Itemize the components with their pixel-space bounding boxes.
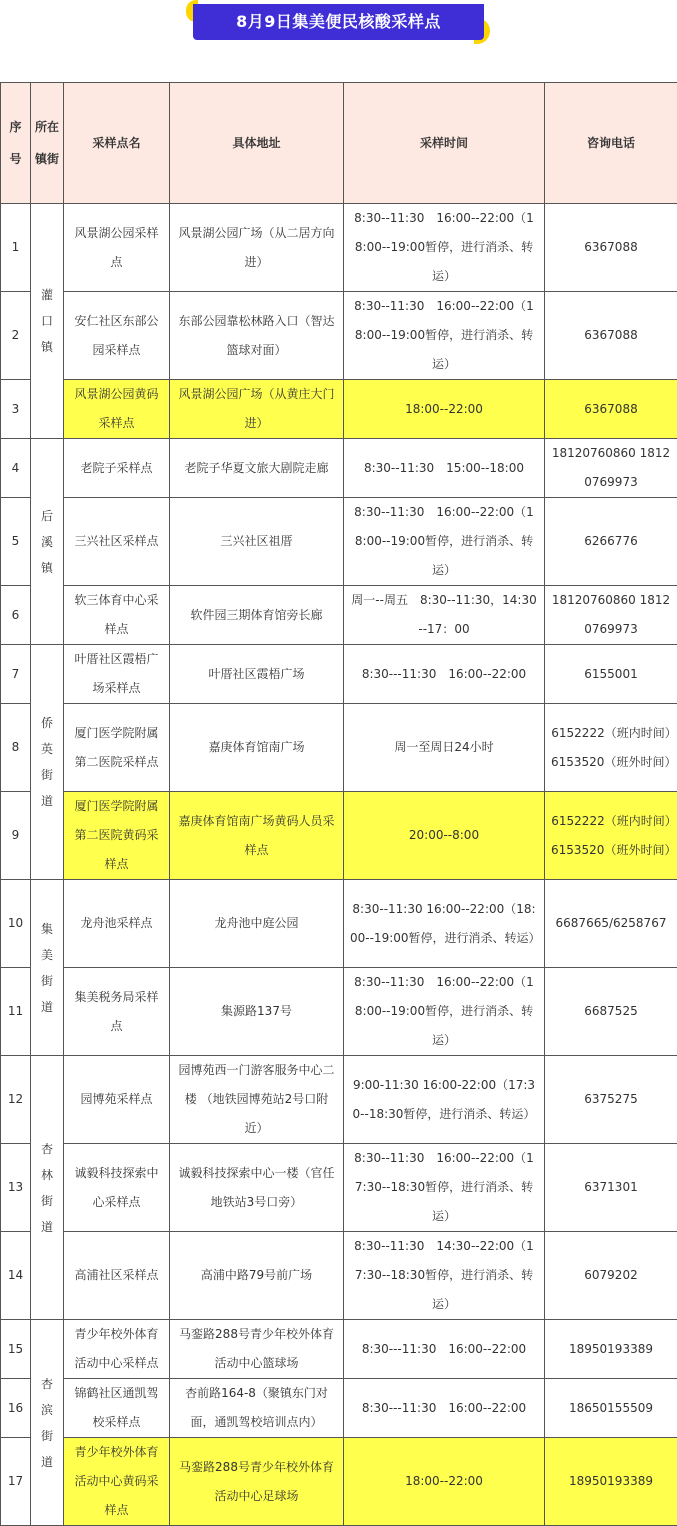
row-time: 周一至周日24小时 [344, 704, 545, 792]
row-seq: 11 [1, 968, 31, 1056]
row-time: 8:30--11:30 16:00--22:00（18:00--19:00暂停，进行消杀、转运） [344, 968, 545, 1056]
row-seq: 13 [1, 1144, 31, 1232]
row-site: 厦门医学院附属第二医院采样点 [64, 704, 170, 792]
row-site: 安仁社区东部公园采样点 [64, 292, 170, 380]
row-address: 老院子华夏文旅大剧院走廊 [170, 439, 344, 498]
table-row [1, 1144, 677, 1232]
row-phone: 18120760860 18120769973 [545, 439, 677, 498]
row-town: 集美街道 [31, 880, 64, 1056]
row-site: 青少年校外体育活动中心黄码采样点 [64, 1438, 170, 1526]
row-address: 集源路137号 [170, 968, 344, 1056]
row-site: 老院子采样点 [64, 439, 170, 498]
row-phone: 6155001 [545, 645, 677, 704]
row-town: 后溪镇 [31, 439, 64, 645]
row-seq: 8 [1, 704, 31, 792]
row-phone: 6371301 [545, 1144, 677, 1232]
row-site: 厦门医学院附属第二医院黄码采样点 [64, 792, 170, 880]
title-banner [0, 0, 677, 60]
row-seq: 15 [1, 1320, 31, 1379]
row-address: 嘉庚体育馆南广场黄码人员采样点 [170, 792, 344, 880]
row-site: 三兴社区采样点 [64, 498, 170, 586]
table-row [1, 586, 677, 645]
row-address: 诚毅科技探索中心一楼（官任地铁站3号口旁） [170, 1144, 344, 1232]
table-row [1, 1379, 677, 1438]
row-phone: 6152222（班内时间）6153520（班外时间） [545, 792, 677, 880]
row-phone: 6367088 [545, 204, 677, 292]
row-time: 8:30---11:30 16:00--22:00 [344, 1320, 545, 1379]
row-time: 8:30--11:30 15:00--18:00 [344, 439, 545, 498]
row-address: 马銮路288号青少年校外体育活动中心足球场 [170, 1438, 344, 1526]
table-header-row [1, 83, 677, 204]
row-time: 8:30--11:30 16:00--22:00（17:30--18:30暂停，进行消杀、转运） [344, 1144, 545, 1232]
row-address: 风景湖公园广场（从黄庄大门进） [170, 380, 344, 439]
row-address: 园博苑西一门游客服务中心二楼 （地铁园博苑站2号口附近） [170, 1056, 344, 1144]
row-site: 龙舟池采样点 [64, 880, 170, 968]
header-phone: 咨询电话 [545, 83, 677, 204]
table-row [1, 1232, 677, 1320]
row-seq: 5 [1, 498, 31, 586]
row-phone: 6687665/6258767 [545, 880, 677, 968]
row-seq: 3 [1, 380, 31, 439]
row-town: 灌口镇 [31, 204, 64, 439]
row-phone: 6367088 [545, 292, 677, 380]
header-site: 采样点名 [64, 83, 170, 204]
row-seq: 6 [1, 586, 31, 645]
row-address: 叶厝社区霞梧广场 [170, 645, 344, 704]
table-row [1, 880, 677, 968]
row-seq: 4 [1, 439, 31, 498]
row-seq: 12 [1, 1056, 31, 1144]
row-town: 杏滨街道 [31, 1320, 64, 1526]
row-phone: 6375275 [545, 1056, 677, 1144]
row-seq: 16 [1, 1379, 31, 1438]
row-phone: 18120760860 18120769973 [545, 586, 677, 645]
row-site: 风景湖公园采样点 [64, 204, 170, 292]
header-address: 具体地址 [170, 83, 344, 204]
header-time: 采样时间 [344, 83, 545, 204]
sampling-sites-table [0, 82, 677, 1526]
table-row [1, 292, 677, 380]
row-site: 软三体育中心采样点 [64, 586, 170, 645]
row-address: 三兴社区祖厝 [170, 498, 344, 586]
row-seq: 7 [1, 645, 31, 704]
row-address: 高浦中路79号前广场 [170, 1232, 344, 1320]
row-time: 8:30---11:30 16:00--22:00 [344, 1379, 545, 1438]
row-address: 东部公园靠松林路入口（智达篮球对面） [170, 292, 344, 380]
row-time: 9:00-11:30 16:00-22:00（17:30--18:30暂停，进行消杀、转运） [344, 1056, 545, 1144]
table-row [1, 1320, 677, 1379]
row-time: 8:30--11:30 16:00--22:00（18:00--19:00暂停，进行消杀、转运） [344, 880, 545, 968]
table-row [1, 704, 677, 792]
row-time: 18:00--22:00 [344, 1438, 545, 1526]
row-address: 风景湖公园广场（从二居方向进） [170, 204, 344, 292]
row-time: 8:30--11:30 14:30--22:00（17:30--18:30暂停，进行消杀、转运） [344, 1232, 545, 1320]
table-row [1, 439, 677, 498]
row-phone: 6266776 [545, 498, 677, 586]
row-phone: 18950193389 [545, 1438, 677, 1526]
row-phone: 6079202 [545, 1232, 677, 1320]
row-site: 风景湖公园黄码采样点 [64, 380, 170, 439]
row-site: 园博苑采样点 [64, 1056, 170, 1144]
header-seq: 序号 [1, 83, 31, 204]
table-row [1, 968, 677, 1056]
row-address: 软件园三期体育馆旁长廊 [170, 586, 344, 645]
table-row [1, 1056, 677, 1144]
page-title: 8月9日集美便民核酸采样点 [193, 4, 484, 40]
row-phone: 18950193389 [545, 1320, 677, 1379]
table-row [1, 204, 677, 292]
row-time: 20:00--8:00 [344, 792, 545, 880]
row-seq: 9 [1, 792, 31, 880]
table-row [1, 380, 677, 439]
row-town: 侨英街道 [31, 645, 64, 880]
row-address: 马銮路288号青少年校外体育活动中心篮球场 [170, 1320, 344, 1379]
row-phone: 6152222（班内时间）6153520（班外时间） [545, 704, 677, 792]
table-row [1, 645, 677, 704]
table-row [1, 792, 677, 880]
row-seq: 1 [1, 204, 31, 292]
row-address: 杏前路164-8（聚镇东门对面，通凯驾校培训点内） [170, 1379, 344, 1438]
header-town: 所在镇街 [31, 83, 64, 204]
table-row [1, 498, 677, 586]
row-seq: 2 [1, 292, 31, 380]
row-town: 杏林街道 [31, 1056, 64, 1320]
row-time: 8:30--11:30 16:00--22:00（18:00--19:00暂停，进行消杀、转运） [344, 204, 545, 292]
row-time: 8:30--11:30 16:00--22:00（18:00--19:00暂停，进行消杀、转运） [344, 292, 545, 380]
row-time: 8:30---11:30 16:00--22:00 [344, 645, 545, 704]
row-seq: 10 [1, 880, 31, 968]
row-site: 诚毅科技探索中心采样点 [64, 1144, 170, 1232]
row-site: 集美税务局采样点 [64, 968, 170, 1056]
row-time: 18:00--22:00 [344, 380, 545, 439]
row-site: 叶厝社区霞梧广场采样点 [64, 645, 170, 704]
row-seq: 14 [1, 1232, 31, 1320]
row-seq: 17 [1, 1438, 31, 1526]
row-address: 嘉庚体育馆南广场 [170, 704, 344, 792]
row-time: 周一--周五 8:30--11:30，14:30--17：00 [344, 586, 545, 645]
row-address: 龙舟池中庭公园 [170, 880, 344, 968]
row-phone: 18650155509 [545, 1379, 677, 1438]
row-site: 青少年校外体育活动中心采样点 [64, 1320, 170, 1379]
table-row [1, 1438, 677, 1526]
row-time: 8:30--11:30 16:00--22:00（18:00--19:00暂停，进行消杀、转运） [344, 498, 545, 586]
row-site: 锦鹤社区通凯驾校采样点 [64, 1379, 170, 1438]
row-phone: 6687525 [545, 968, 677, 1056]
row-site: 高浦社区采样点 [64, 1232, 170, 1320]
row-phone: 6367088 [545, 380, 677, 439]
